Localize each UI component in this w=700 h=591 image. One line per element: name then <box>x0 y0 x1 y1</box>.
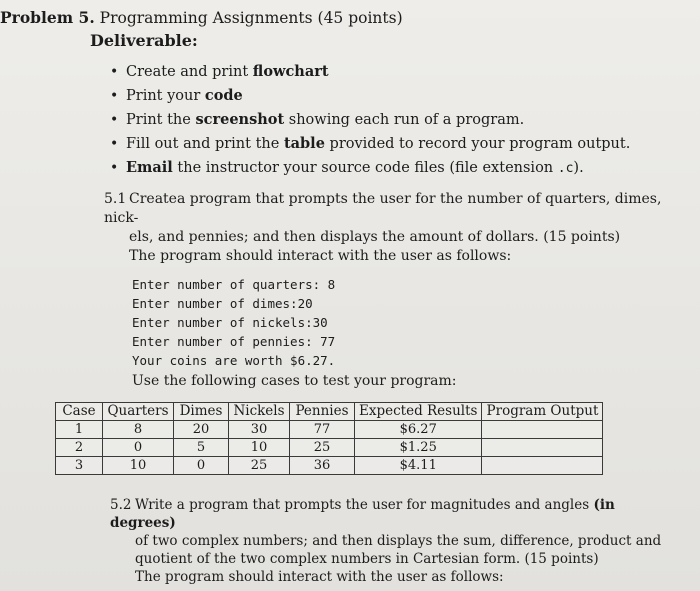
column-header: Case <box>56 403 103 421</box>
table-cell: $6.27 <box>355 421 482 439</box>
table-cell: 2 <box>56 439 103 457</box>
test-cases-table <box>55 402 603 475</box>
item-bold: screenshot <box>195 111 285 128</box>
table-header-row <box>56 403 603 421</box>
table-cell: 5 <box>174 439 229 457</box>
table-cell: 10 <box>103 457 174 475</box>
problem-title: Programming Assignments (45 points) <box>99 9 403 27</box>
item-text: Print your <box>126 88 205 104</box>
code-line: Enter number of dimes:20 <box>132 296 313 311</box>
column-header: Quarters <box>103 403 174 421</box>
section-number: 5.1 <box>104 191 127 207</box>
table-cell <box>482 439 603 457</box>
deliverable-list <box>110 60 630 180</box>
table-cell: 36 <box>290 457 355 475</box>
table-cell: $1.25 <box>355 439 482 457</box>
table-cell: 25 <box>229 457 290 475</box>
code-line: Your coins are worth $6.27. <box>132 353 336 368</box>
column-header: Expected Results <box>355 403 482 421</box>
item-text: Create and print <box>126 64 253 80</box>
table-cell: 1 <box>56 421 103 439</box>
code-line: Enter number of quarters: 8 <box>132 277 336 292</box>
column-header: Nickels <box>229 403 290 421</box>
item-text: Fill out and print the <box>126 136 284 152</box>
table-cell: 20 <box>174 421 229 439</box>
section-text: of two complex numbers; and then displays the sum, difference, product and <box>135 533 662 549</box>
item-bold: flowchart <box>252 63 329 80</box>
list-item <box>110 156 630 180</box>
item-bold: code <box>204 87 243 104</box>
item-text: Print the <box>126 112 196 128</box>
section-number: 5.2 <box>110 497 132 513</box>
section-5-2 <box>110 496 670 586</box>
list-item <box>110 132 630 156</box>
item-bold: Email <box>126 159 173 176</box>
use-cases-text: Use the following cases to test your program: <box>132 373 457 389</box>
item-text: ). <box>573 160 584 176</box>
list-item <box>110 84 630 108</box>
list-item <box>110 60 630 84</box>
table-cell: 8 <box>103 421 174 439</box>
table-row <box>56 457 603 475</box>
table-cell <box>482 457 603 475</box>
item-text: the instructor your source code files (file extension <box>172 160 558 176</box>
code-sample <box>132 275 335 370</box>
table-row <box>56 439 603 457</box>
table-cell: 0 <box>174 457 229 475</box>
problem-heading <box>0 8 403 27</box>
table-cell: $4.11 <box>355 457 482 475</box>
column-header: Program Output <box>482 403 603 421</box>
code-line: Enter number of pennies: 77 <box>132 334 336 349</box>
section-text: The program should interact with the user as follows: <box>135 569 504 585</box>
list-item <box>110 108 630 132</box>
section-text: quotient of the two complex numbers in Cartesian form. (15 points) <box>135 551 599 567</box>
section-text: The program should interact with the user as follows: <box>129 248 512 264</box>
table-row <box>56 421 603 439</box>
column-header: Pennies <box>290 403 355 421</box>
item-bold: table <box>283 135 325 152</box>
section-bold: (in degrees) <box>110 497 615 531</box>
item-text: provided to record your program output. <box>324 136 631 152</box>
table-cell: 30 <box>229 421 290 439</box>
code-line: Enter number of nickels:30 <box>132 315 328 330</box>
column-header: Dimes <box>174 403 229 421</box>
section-5-1 <box>104 190 664 266</box>
table-cell: 3 <box>56 457 103 475</box>
problem-label: Problem 5. <box>0 8 95 27</box>
item-text: showing each run of a program. <box>284 112 525 128</box>
section-text: Write a program that prompts the user for magnitudes and angles <box>135 497 594 513</box>
table-cell: 77 <box>290 421 355 439</box>
table-cell <box>482 421 603 439</box>
table-cell: 10 <box>229 439 290 457</box>
section-text: els, and pennies; and then displays the amount of dollars. (15 points) <box>129 229 621 245</box>
section-text: Createa program that prompts the user for the number of quarters, dimes, nick- <box>104 191 662 226</box>
deliverable-heading: Deliverable: <box>90 31 198 50</box>
table-cell: 25 <box>290 439 355 457</box>
file-extension: .c <box>557 161 574 176</box>
table-cell: 0 <box>103 439 174 457</box>
